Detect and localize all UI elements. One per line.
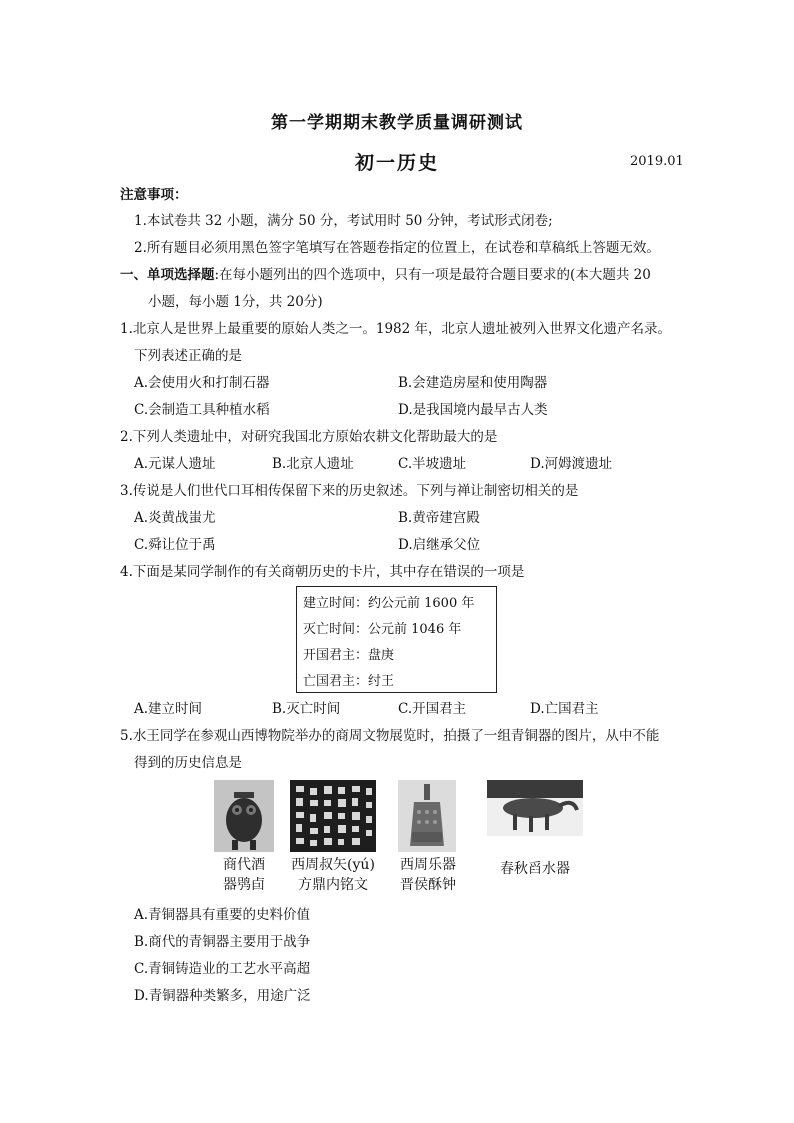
caption-water-vessel	[487, 859, 583, 879]
q4-option-d: D.亡国君主	[530, 701, 599, 717]
shang-dynasty-card	[296, 586, 497, 693]
caption-bell-line2: 晋侯酥钟	[400, 877, 456, 893]
q1-option-d: D.是我国境内最早古人类	[398, 402, 548, 418]
q5-option-d: D.青铜器种类繁多，用途广泛	[134, 988, 311, 1004]
caption-inscription	[280, 855, 386, 895]
notice-heading: 注意事项：	[120, 187, 188, 203]
card-row-fall: 灭亡时间：公元前 1046 年	[303, 622, 462, 637]
caption-owl-vessel	[204, 855, 284, 895]
exam-subject: 初一历史	[354, 152, 439, 174]
q5-option-c: C.青铜铸造业的工艺水平高超	[134, 961, 311, 977]
section-intro-line2: 小题，每小题 1分，共 20分)	[148, 294, 323, 310]
card-row-founded: 建立时间：约公元前 1600 年	[303, 596, 475, 611]
q4-option-c: C.开国君主	[398, 701, 467, 717]
caption-bell	[386, 855, 470, 895]
caption-water-line1: 春秋舀水器	[500, 861, 570, 877]
exam-date: 2019.01	[630, 154, 684, 169]
notice-item-2: 2.所有题目必须用黑色签字笔填写在答题卷指定的位置上，在试卷和草稿纸上答题无效。	[134, 240, 660, 256]
q5-stem-line1: 5.水王同学在参观山西博物院举办的商周文物展览时，拍摄了一组青铜器的图片，从中不能	[120, 728, 660, 744]
card-row-founder: 开国君主：盘庚	[303, 648, 395, 663]
q2-option-a: A.元谋人遗址	[134, 456, 216, 472]
q3-stem: 3.传说是人们世代口耳相传保留下来的历史叙述。下列与禅让制密切相关的是	[120, 483, 579, 499]
caption-inscription-line1: 西周叔矢(yú)	[291, 857, 375, 873]
caption-owl-line2: 器鸮卣	[223, 877, 265, 893]
q2-option-d: D.河姆渡遗址	[530, 456, 613, 472]
q3-option-c: C.舜让位于禹	[134, 537, 216, 553]
bronze-inscription-photo	[290, 780, 376, 852]
q1-stem-line2: 下列表述正确的是	[134, 348, 242, 364]
q5-option-b: B.商代的青铜器主要用于战争	[134, 934, 311, 950]
caption-owl-line1: 商代酒	[223, 857, 265, 873]
q2-stem: 2.下列人类遗址中，对研究我国北方原始农耕文化帮助最大的是	[120, 429, 498, 445]
q3-option-a: A.炎黄战蚩尤	[134, 510, 216, 526]
q1-option-b: B.会建造房屋和使用陶器	[398, 375, 548, 391]
section-label: 一、单项选择题	[120, 267, 215, 283]
bronze-bell-photo	[398, 780, 456, 852]
q1-option-a: A.会使用火和打制石器	[134, 375, 270, 391]
q5-stem-line2: 得到的历史信息是	[134, 755, 242, 771]
card-row-last-ruler: 亡国君主：纣王	[303, 674, 395, 689]
q1-stem-line1: 1.北京人是世界上最重要的原始人类之一。1982 年，北京人遗址被列入世界文化遗产名录。	[120, 321, 672, 337]
q4-stem: 4.下面是某同学制作的有关商朝历史的卡片，其中存在错误的一项是	[120, 564, 525, 580]
caption-bell-line1: 西周乐器	[400, 857, 456, 873]
q5-option-a: A.青铜器具有重要的史料价值	[134, 907, 311, 923]
q1-option-c: C.会制造工具种植水稻	[134, 402, 270, 418]
section-intro-line1: :在每小题列出的四个选项中，只有一项是最符合题目要求的(本大题共 20	[214, 267, 651, 283]
exam-title: 第一学期期末教学质量调研测试	[271, 113, 523, 133]
q4-option-a: A.建立时间	[134, 701, 203, 717]
bronze-water-vessel-photo	[487, 780, 583, 836]
q2-option-b: B.北京人遗址	[272, 456, 354, 472]
q3-option-d: D.启继承父位	[398, 537, 481, 553]
q3-option-b: B.黄帝建宫殿	[398, 510, 480, 526]
q2-option-c: C.半坡遗址	[398, 456, 467, 472]
caption-inscription-line2: 方鼎内铭文	[298, 877, 368, 893]
notice-item-1: 1.本试卷共 32 小题，满分 50 分，考试用时 50 分钟，考试形式闭卷;	[134, 213, 553, 229]
bronze-owl-vessel-photo	[214, 780, 274, 852]
section-intro	[120, 266, 651, 284]
q4-option-b: B.灭亡时间	[272, 701, 341, 717]
